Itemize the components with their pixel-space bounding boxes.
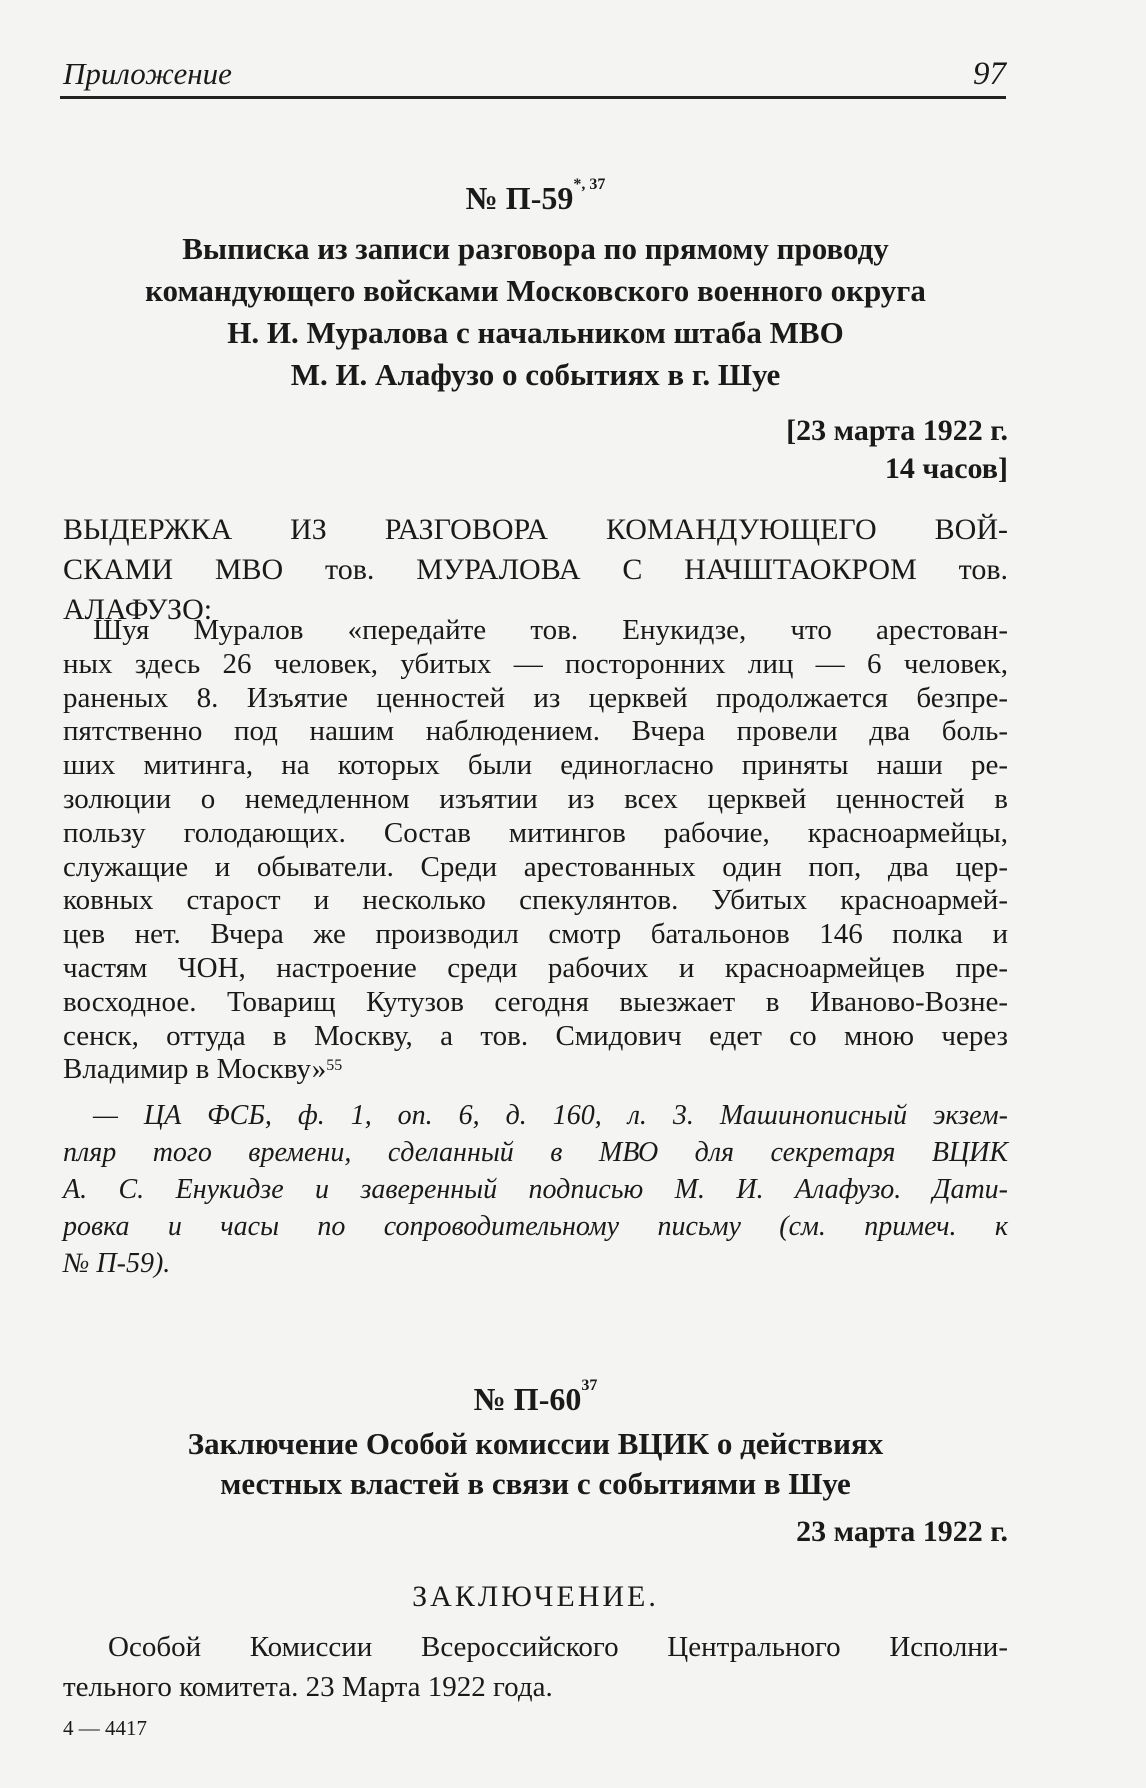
doc2-paragraph	[63, 1627, 1008, 1707]
doc1-date	[63, 412, 1008, 488]
doc1-caps-intro	[63, 510, 1008, 630]
citation-line: А. С. Енукидзе и заверенный подписью М. И. Алафузо. Дати-	[63, 1174, 1008, 1205]
citation-line: № П-59).	[63, 1248, 171, 1279]
caps-line: ВЫДЕРЖКА ИЗ РАЗГОВОРА КОМАНДУЮЩЕГО ВОЙ-	[63, 513, 1008, 546]
citation-line: ровка и часы по сопроводительному письму (см. примеч. к	[63, 1211, 1008, 1242]
body-line: служащие и обыватели. Среди арестованных один поп, два цер-	[63, 850, 1008, 883]
doc2-number-footnote: 37	[581, 1377, 598, 1394]
doc1-citation	[63, 1097, 1008, 1282]
body-line: ших митинга, на которых были единогласно приняты наши ре-	[63, 749, 1008, 782]
heading-line: местных властей в связи с событиями в Шуе	[220, 1466, 851, 1501]
citation-line: — ЦА ФСБ, ф. 1, оп. 6, д. 160, л. 3. Машинописный экзем-	[93, 1100, 1008, 1131]
paragraph-line: тельного комитета. 23 Марта 1922 года.	[63, 1671, 553, 1703]
header-rule	[60, 96, 1006, 99]
body-line: ковных старост и несколько спекулянтов. Убитых красноармей-	[63, 884, 1008, 917]
paragraph-line: Особой Комиссии Всероссийского Центрального Исполни-	[108, 1631, 1008, 1663]
body-line: цев нет. Вчера же производил смотр батальонов 146 полка и	[63, 918, 1008, 951]
doc2-heading	[63, 1424, 1008, 1504]
doc2-number	[63, 1377, 1008, 1418]
body-line: золюции о немедленном изъятии из всех церквей ценностей в	[63, 782, 1008, 815]
body-line: сенск, оттуда в Москву, а тов. Смидович едет со мною через	[63, 1019, 1008, 1052]
body-line: раненых 8. Изъятие ценностей из церквей продолжается безпре-	[63, 681, 1008, 714]
doc1-number	[63, 176, 1008, 217]
body-line: восходное. Товарищ Кутузов сегодня выезжает в Иваново-Возне-	[63, 985, 1008, 1018]
body-line: пятственно под нашим наблюдением. Вчера провели два боль-	[63, 715, 1008, 748]
doc2-number-text: № П-60	[473, 1381, 582, 1417]
citation-line: пляр того времени, сделанный в МВО для секретаря ВЦИК	[63, 1137, 1008, 1168]
caps-line: СКАМИ МВО тов. МУРАЛОВА С НАЧШТАОКРОМ тов.	[63, 553, 1008, 586]
signature-mark: 4 — 4417	[63, 1716, 147, 1740]
doc2-date: 23 марта 1922 г.	[796, 1515, 1008, 1548]
doc2-title: ЗАКЛЮЧЕНИЕ.	[412, 1580, 659, 1613]
body-line: пользу голодающих. Состав митингов рабочие, красноармейцы,	[63, 816, 1008, 849]
heading-line: командующего войсками Московского военного округа	[145, 273, 926, 308]
caps-line: АЛАФУЗО:	[63, 593, 213, 626]
body-line: Шуя Муралов «передайте тов. Енукидзе, что арестован-	[93, 614, 1008, 646]
heading-line: Н. И. Муралова с начальником штаба МВО	[227, 315, 844, 350]
running-header-section: Приложение	[63, 56, 232, 91]
doc1-number-footnote: *, 37	[573, 176, 606, 193]
heading-line: Выписка из записи разговора по прямому проводу	[182, 231, 889, 266]
body-line: ных здесь 26 человек, убитых — посторонних лиц — 6 человек,	[63, 647, 1008, 680]
doc1-body	[63, 614, 1008, 1087]
page-number: 97	[973, 56, 1006, 92]
date-line: 14 часов]	[884, 452, 1008, 485]
date-line: [23 марта 1922 г.	[786, 414, 1008, 447]
body-line: Владимир в Москву»$^{55}$	[63, 1053, 343, 1086]
doc1-heading	[63, 228, 1008, 396]
heading-line: Заключение Особой комиссии ВЦИК о действиях	[187, 1426, 884, 1461]
heading-line: М. И. Алафузо о событиях в г. Шуе	[290, 357, 781, 392]
doc1-number-text: № П-59	[465, 180, 574, 216]
footnote-ref: 55	[326, 1057, 343, 1075]
body-line: частям ЧОН, настроение среди рабочих и красноармейцев пре-	[63, 951, 1008, 984]
